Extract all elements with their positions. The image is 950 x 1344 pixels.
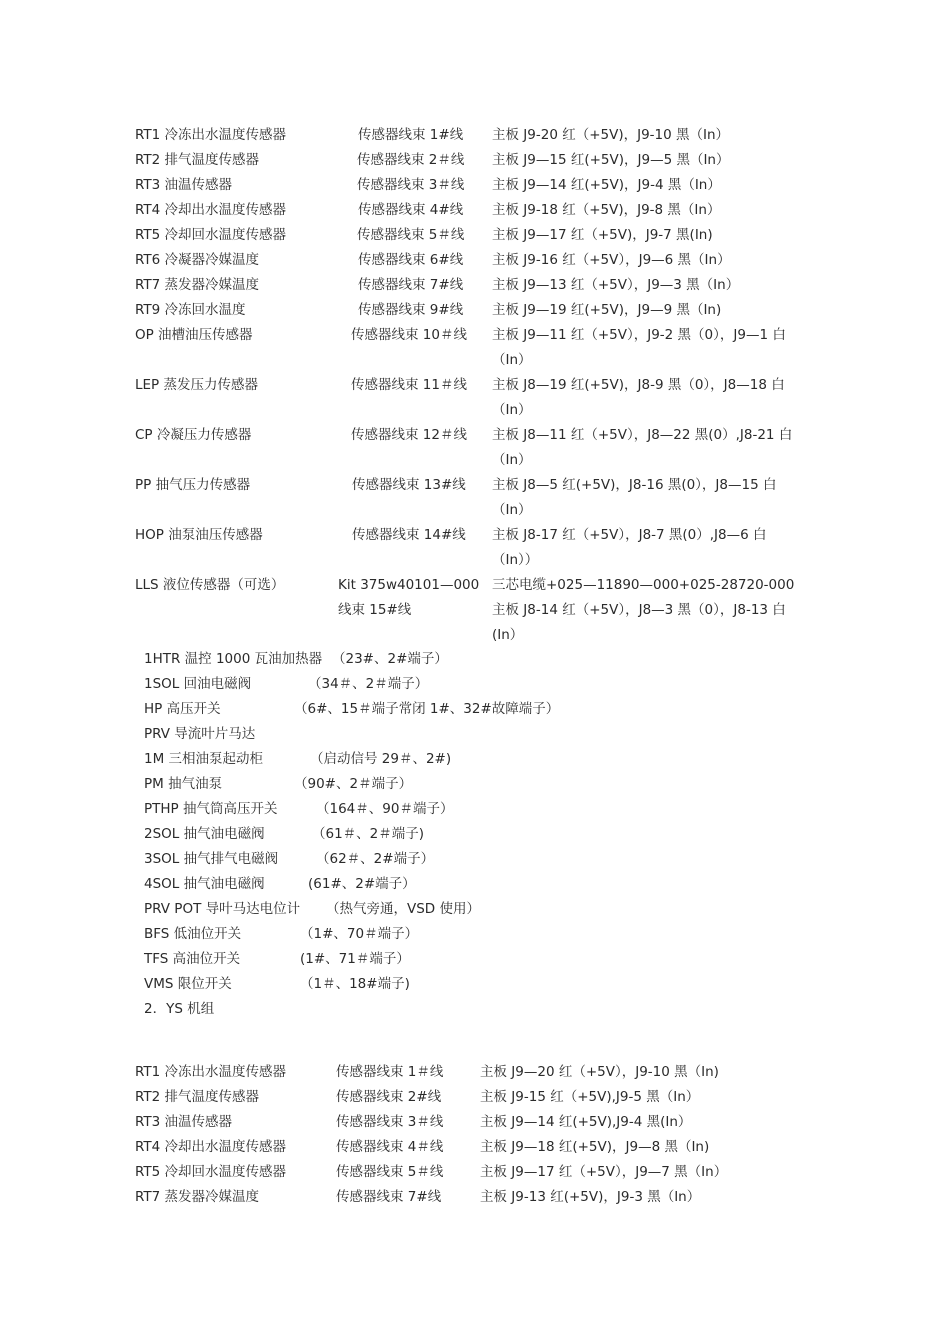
table-row <box>0 1185 950 1210</box>
table-row <box>0 123 950 148</box>
list-item <box>144 872 844 897</box>
sensor-name: OP 油槽油压传感器 <box>135 327 253 343</box>
harness-wire: 传感器线束 3＃线 <box>336 1114 444 1130</box>
table-row <box>0 1085 950 1110</box>
board-pins: 主板 J8—5 红(+5V)，J8-16 黑(0），J8—15 白 <box>492 477 777 493</box>
board-pins-continued: (In） <box>492 627 524 643</box>
sensor-name: RT1 冷冻出水温度传感器 <box>135 1064 287 1080</box>
component-name: 1M 三相油泵起动柜 <box>144 751 264 767</box>
sensor-name: HOP 油泵油压传感器 <box>135 527 263 543</box>
harness-wire: 传感器线束 4#线 <box>358 202 464 218</box>
component-terminals: （62＃、2#端子） <box>316 851 435 867</box>
board-pins-continued: （In） <box>492 502 532 518</box>
table-row <box>0 1135 950 1160</box>
table-row <box>0 248 950 273</box>
harness-wire: 传感器线束 12＃线 <box>351 427 467 443</box>
list-item <box>144 922 844 947</box>
table-row <box>0 223 950 248</box>
table-row <box>0 473 950 523</box>
component-terminals: （61＃、2＃端子) <box>312 826 425 842</box>
harness-wire: 传感器线束 7#线 <box>336 1189 442 1205</box>
sensor-name: RT5 冷却回水温度传感器 <box>135 1164 287 1180</box>
harness-wire: 传感器线束 2＃线 <box>357 152 465 168</box>
list-item <box>144 772 844 797</box>
board-pins: 主板 J9—11 红（+5V），J9-2 黑（0），J9—1 白 <box>492 327 786 343</box>
component-terminals: (61#、2#端子） <box>308 876 416 892</box>
board-pins: 主板 J8—11 红（+5V），J8—22 黑(0）,J8-21 白 <box>492 427 793 443</box>
table-row <box>0 1160 950 1185</box>
component-name: VMS 限位开关 <box>144 976 232 992</box>
table-row <box>0 148 950 173</box>
list-item <box>144 747 844 772</box>
component-name: 1SOL 回油电磁阀 <box>144 676 252 692</box>
component-name: 2SOL 抽气油电磁阀 <box>144 826 265 842</box>
sensor-name: LEP 蒸发压力传感器 <box>135 377 258 393</box>
harness-wire: 传感器线束 5＃线 <box>336 1164 444 1180</box>
harness-wire: 传感器线束 7#线 <box>358 277 464 293</box>
board-pins: 主板 J9—15 红(+5V)，J9—5 黑（In） <box>492 152 730 168</box>
component-terminals: （1#、70＃端子） <box>300 926 419 942</box>
table-row <box>0 1110 950 1135</box>
board-pins: 主板 J9—18 红(+5V)，J9—8 黑（In) <box>480 1139 710 1155</box>
sensor-name: RT1 冷冻出水温度传感器 <box>135 127 287 143</box>
component-name: PRV POT 导叶马达电位计 <box>144 901 301 917</box>
table-row <box>0 1060 950 1085</box>
table-row <box>0 523 950 573</box>
table-row <box>0 323 950 373</box>
board-pins: 主板 J9—13 红（+5V），J9—3 黑（In） <box>492 277 740 293</box>
harness-wire: 线束 15#线 <box>338 602 412 618</box>
board-pins: 主板 J9—20 红（+5V），J9-10 黑（In) <box>480 1064 719 1080</box>
board-pins-continued: （In） <box>492 402 532 418</box>
harness-wire: 传感器线束 10＃线 <box>351 327 467 343</box>
component-terminals: (1#、71＃端子） <box>300 951 410 967</box>
component-terminals: （1＃、18#端子) <box>300 976 410 992</box>
board-pins-continued: （In） <box>492 352 532 368</box>
component-terminals: （启动信号 29＃、2#) <box>310 751 452 767</box>
component-name: 1HTR 温控 1000 瓦油加热器 <box>144 651 323 667</box>
sensor-name: RT9 冷冻回水温度 <box>135 302 246 318</box>
component-name: PTHP 抽气筒高压开关 <box>144 801 278 817</box>
table-row <box>0 273 950 298</box>
component-terminals: （23#、2#端子） <box>332 651 448 667</box>
board-pins: 主板 J9—17 红（+5V），J9—7 黑（In） <box>480 1164 728 1180</box>
harness-kit: Kit 375w40101—000 <box>338 577 480 593</box>
table-row <box>0 298 950 323</box>
board-pins-continued: （In）） <box>492 552 539 568</box>
list-item <box>144 647 844 672</box>
harness-wire: 传感器线束 9#线 <box>358 302 464 318</box>
cable-part-numbers: 三芯电缆+025—11890—000+025-28720-000 <box>492 577 795 593</box>
component-terminals: （热气旁通，VSD 使用） <box>326 901 480 917</box>
board-pins: 主板 J9—19 红(+5V)，J9—9 黑（In) <box>492 302 722 318</box>
component-name: PRV 导流叶片马达 <box>144 726 256 742</box>
harness-wire: 传感器线束 1＃线 <box>336 1064 444 1080</box>
component-terminals: （90#、2＃端子） <box>294 776 413 792</box>
component-terminals: （6#、15＃端子常闭 1#、32#故障端子） <box>294 701 560 717</box>
harness-wire: 传感器线束 3＃线 <box>357 177 465 193</box>
table-row-lls <box>0 573 950 648</box>
section-heading: 2．YS 机组 <box>144 1001 215 1017</box>
sensor-name: RT2 排气温度传感器 <box>135 1089 260 1105</box>
board-pins: 主板 J9-18 红（+5V)，J9-8 黑（In） <box>492 202 721 218</box>
board-pins: 主板 J8-17 红（+5V），J8-7 黑(0）,J8—6 白 <box>492 527 767 543</box>
sensor-name: RT7 蒸发器冷媒温度 <box>135 277 260 293</box>
board-pins: 主板 J8-14 红（+5V），J8—3 黑（0），J8-13 白 <box>492 602 786 618</box>
sensor-name: RT4 冷却出水温度传感器 <box>135 1139 287 1155</box>
harness-wire: 传感器线束 2#线 <box>336 1089 442 1105</box>
board-pins-continued: （In） <box>492 452 532 468</box>
component-name: PM 抽气油泵 <box>144 776 223 792</box>
component-terminals: （34＃、2＃端子） <box>308 676 429 692</box>
component-name: TFS 高油位开关 <box>144 951 241 967</box>
sensor-name: RT6 冷凝器冷媒温度 <box>135 252 260 268</box>
list-item <box>144 822 844 847</box>
sensor-name: RT5 冷却回水温度传感器 <box>135 227 287 243</box>
list-item <box>144 972 844 997</box>
table-row <box>0 173 950 198</box>
component-name: 4SOL 抽气油电磁阀 <box>144 876 265 892</box>
list-item <box>144 847 844 872</box>
board-pins: 主板 J9-15 红（+5V),J9-5 黑（In） <box>480 1089 700 1105</box>
table-row <box>0 198 950 223</box>
board-pins: 主板 J9—14 红(+5V)，J9-4 黑（In） <box>492 177 721 193</box>
harness-wire: 传感器线束 13#线 <box>352 477 466 493</box>
sensor-name: PP 抽气压力传感器 <box>135 477 251 493</box>
sensor-name: RT4 冷却出水温度传感器 <box>135 202 287 218</box>
sensor-name: LLS 液位传感器（可选） <box>135 577 285 593</box>
harness-wire: 传感器线束 11＃线 <box>351 377 467 393</box>
harness-wire: 传感器线束 14#线 <box>352 527 466 543</box>
board-pins: 主板 J9-20 红（+5V)，J9-10 黑（In） <box>492 127 730 143</box>
component-name: BFS 低油位开关 <box>144 926 242 942</box>
list-item <box>144 672 844 697</box>
component-name: 3SOL 抽气排气电磁阀 <box>144 851 279 867</box>
component-terminals: （164＃、90＃端子） <box>316 801 454 817</box>
sensor-name: RT2 排气温度传感器 <box>135 152 260 168</box>
board-pins: 主板 J9-16 红（+5V），J9—6 黑（In） <box>492 252 731 268</box>
harness-wire: 传感器线束 5＃线 <box>357 227 465 243</box>
sensor-name: RT3 油温传感器 <box>135 177 233 193</box>
list-item <box>144 697 844 722</box>
board-pins: 主板 J9-13 红(+5V)，J9-3 黑（In） <box>480 1189 701 1205</box>
component-name: HP 高压开关 <box>144 701 221 717</box>
harness-wire: 传感器线束 4＃线 <box>336 1139 444 1155</box>
list-item <box>144 722 844 747</box>
harness-wire: 传感器线束 1#线 <box>358 127 464 143</box>
board-pins: 主板 J8—19 红(+5V)，J8-9 黑（0），J8—18 白 <box>492 377 785 393</box>
sensor-name: RT3 油温传感器 <box>135 1114 233 1130</box>
sensor-name: RT7 蒸发器冷媒温度 <box>135 1189 260 1205</box>
table-row <box>0 423 950 473</box>
table-row <box>0 373 950 423</box>
list-item <box>144 797 844 822</box>
board-pins: 主板 J9—14 红(+5V),J9-4 黑(In） <box>480 1114 692 1130</box>
board-pins: 主板 J9—17 红（+5V)，J9-7 黑(In) <box>492 227 713 243</box>
list-item <box>144 897 844 922</box>
list-item <box>144 947 844 972</box>
sensor-name: CP 冷凝压力传感器 <box>135 427 252 443</box>
harness-wire: 传感器线束 6#线 <box>358 252 464 268</box>
